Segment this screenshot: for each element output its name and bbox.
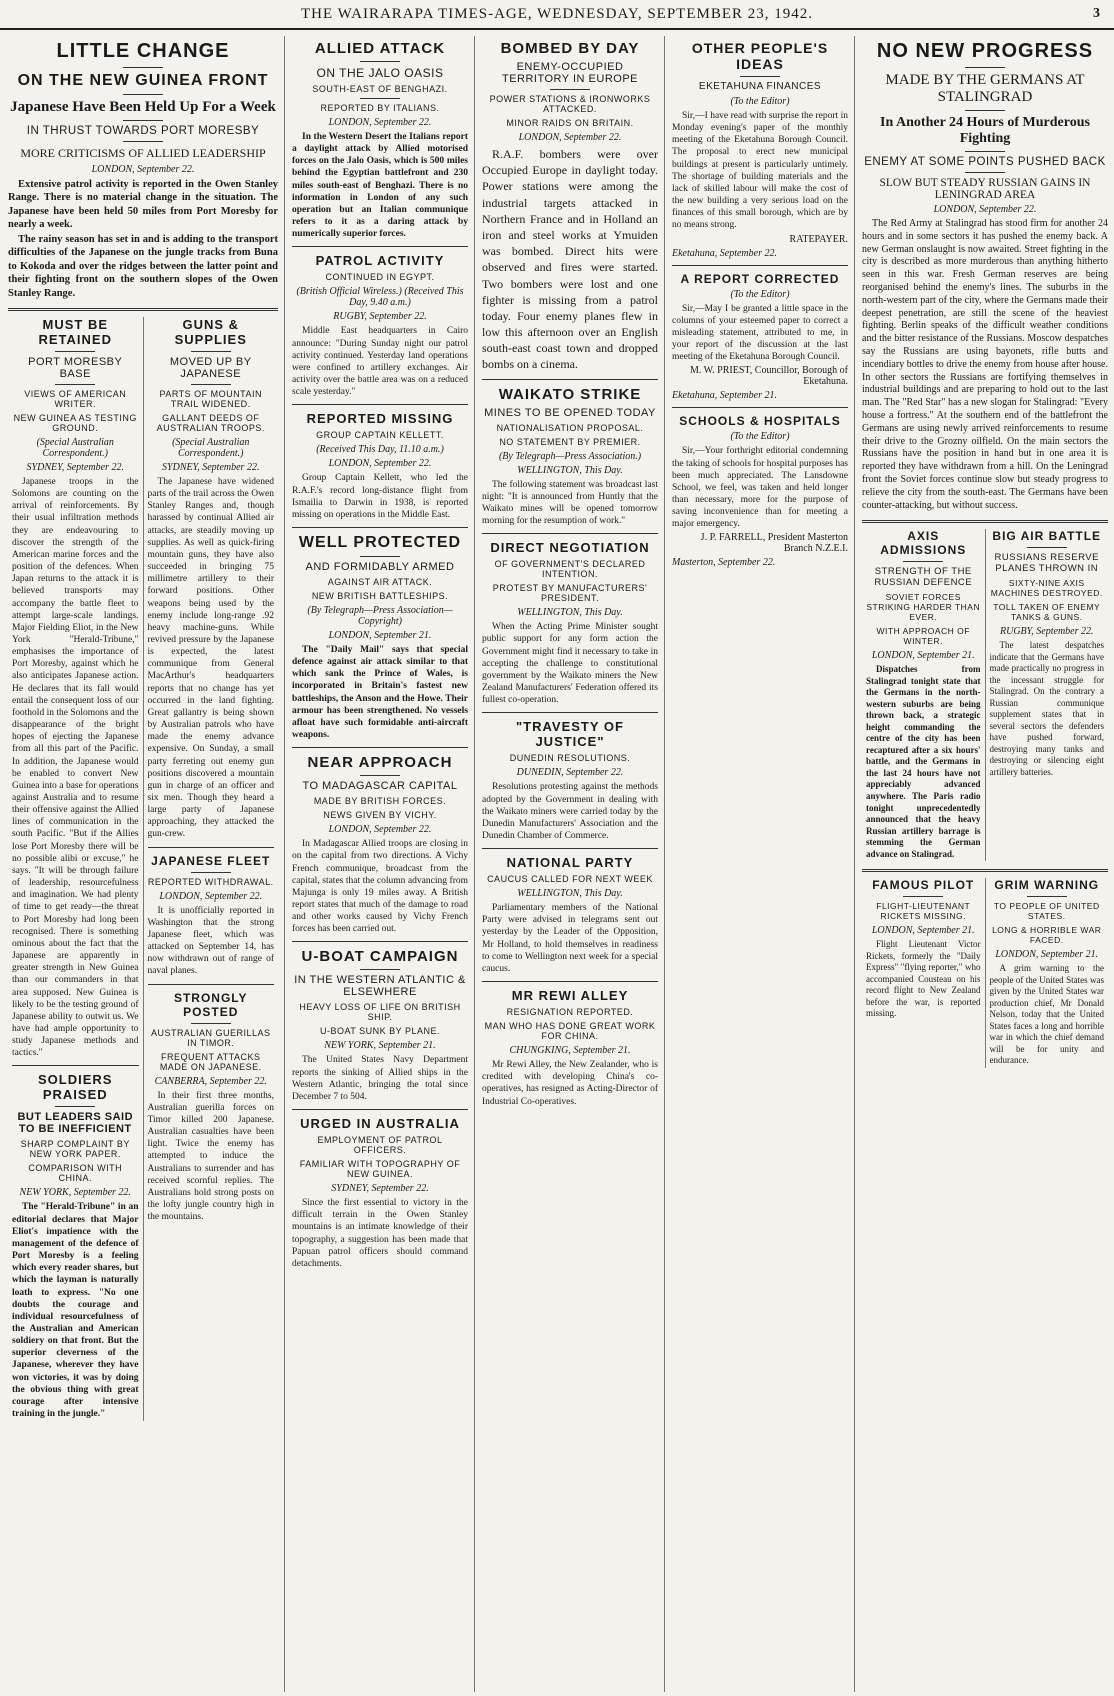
subheadline: IN THRUST TOWARDS PORT MORESBY [26,125,260,137]
editor-note: (To the Editor) [730,431,790,443]
subheadline: SIXTY-NINE AXIS MACHINES DESTROYED. [990,578,1103,599]
column-rule [284,36,285,1692]
article-body: In their first three months, Australian guerilla forces on Timor killed 200 Japanese. Australian casualties have been light. Twice the enemy has attempted to induce the Australians to surrender and has received scornful replies. The Australians hold strong posts on the lofty jungle country high in the mountains. [147,1090,274,1223]
subheadline: NEW BRITISH BATTLESHIPS. [311,590,449,601]
subheadline: WITH APPROACH OF WINTER. [876,626,970,647]
subheadline: SLOW BUT STEADY RUSSIAN GAINS IN LENINGRAD AREA [879,177,1091,201]
column-rule [854,36,855,1692]
dateline: WELLINGTON, This Day. [517,464,623,476]
subheadline: EKETAHUNA FINANCES [698,81,822,92]
headline: SOLDIERS PRAISED [38,1072,113,1103]
dateline: NEW YORK, September 21. [324,1040,436,1052]
dateline: LONDON, September 22. [933,204,1037,215]
headline: U-BOAT CAMPAIGN [301,948,459,966]
headline: SCHOOLS & HOSPITALS [679,414,841,429]
headline: AXIS ADMISSIONS [880,529,967,558]
article-body: The United States Navy Department reports the sinking of Allied ships in the Western Atlantic, bringing the total since December 7 to 504. [292,1055,468,1102]
subheadline: REPORTED WITHDRAWAL. [147,876,274,887]
subheadline: POWER STATIONS & IRONWORKS ATTACKED. [489,94,651,114]
editor-note: (To the Editor) [730,288,790,300]
headline: JAPANESE FLEET [151,853,271,868]
headline: OTHER PEOPLE'S IDEAS [691,40,829,72]
dateline: LONDON, September 21. [871,650,975,662]
dateline: CHUNGKING, September 21. [509,1045,631,1057]
subheadline: CONTINUED IN EGYPT. [325,272,435,283]
headline: MR REWI ALLEY [511,988,629,1004]
dateline: RUGBY, September 22. [999,626,1094,638]
source: (British Official Wireless.) (Received This Day, 9.40 a.m.) [296,286,464,309]
article-body: Since the first essential to victory in the difficult terrain in the Owen Stanley mountains is an intimate knowledge of their topography, a suggestion has been made that Papuan patrol officers should command detachments. [292,1198,468,1269]
subheadline: MAN WHO HAS DONE GREAT WORK FOR CHINA. [484,1021,656,1042]
headline: NATIONAL PARTY [506,855,634,871]
dateline: WELLINGTON, This Day. [517,607,623,619]
dateline: SYDNEY, September 22. [331,1183,429,1195]
headline: NO NEW PROGRESS [876,40,1094,62]
article-body: A grim warning to the people of the United States was given by the United States war production chief, Mr Donald Nelson, today that the United States faces a long and horrible war in which the chief demand will be for unity and endurance. [989,963,1104,1066]
dateline: LONDON, September 22. [518,132,622,143]
headline: WAIKATO STRIKE [498,385,642,403]
subheadline: REPORTED BY ITALIANS. [320,103,440,113]
subheadline: PROTEST BY MANUFACTURERS' PRESIDENT. [492,583,648,604]
article-body: Resolutions protesting against the methods adopted by the Government in dealing with the Waikato miners were carried today by the Dunedin Manufacturers' Association and the Dunedin Chamber of Commerce. [482,782,658,841]
column-bombed-by-day [476,36,664,1692]
subheadline: FREQUENT ATTACKS MADE ON JAPANESE. [159,1051,262,1072]
letter-body: Sir,—Your forthright editorial condemning the taking of schools for hospital purposes has been much appreciated. The Lansdowne School, we feel, was taken and held longer than necessary, more for the purpose of saving inconvenience than for meeting a major emergency. [672,446,848,530]
subheadline: MINOR RAIDS ON BRITAIN. [506,118,634,128]
subheadline: BUT LEADERS SAID TO BE INEFFICIENT [17,1111,134,1136]
headline: DIRECT NEGOTIATION [490,540,650,556]
source: (Special Australian Correspondent.) [172,436,250,459]
subheadline: AND FORMIDABLY ARMED [305,560,455,573]
subheadline: ENEMY AT SOME POINTS PUSHED BACK [864,156,1106,168]
masthead [0,0,1114,30]
subheadline: AUSTRALIAN GUERILLAS IN TIMOR. [150,1027,271,1048]
article-body: Parliamentary members of the National Party were advised in telegrams sent out yesterday by the Leader of the Opposition, Mr Holland, to hold themselves in readiness to come to Wellington next week for a special caucus. [482,903,658,974]
subheadline: Japanese Have Been Held Up For a Week [10,99,276,115]
dateline: SYDNEY, September 22. [26,461,124,473]
dateline: SYDNEY, September 22. [162,461,260,473]
subheadline: AGAINST AIR ATTACK. [327,576,433,587]
subheadline: ON THE NEW GUINEA FRONT [17,72,269,89]
column-no-new-progress [856,36,1114,1692]
column-little-change [2,36,284,1692]
article-axis-admissions [862,529,985,861]
signature: RATEPAYER. [789,233,848,245]
subheadline: MOVED UP BY JAPANESE [169,355,252,380]
headline: NEAR APPROACH [307,754,453,772]
headline: STRONGLY POSTED [173,990,248,1019]
subheadline: ON THE JALO OASIS [316,66,444,80]
subheadline: TO MADAGASCAR CAPITAL [302,780,458,793]
subheadline: MORE CRITICISMS OF ALLIED LEADERSHIP [20,146,266,160]
subheadline: GALLANT DEEDS OF AUSTRALIAN TROOPS. [156,412,265,433]
subheadline: In Another 24 Hours of Murderous Fighting [880,115,1090,146]
sub-columns [862,529,1108,861]
subheadline: MADE BY THE GERMANS AT STALINGRAD [885,72,1085,105]
column-allied-attack [286,36,474,1692]
headline: BIG AIR BATTLE [992,529,1102,544]
subheadline: IN THE WESTERN ATLANTIC & ELSEWHERE [294,974,466,999]
headline: ALLIED ATTACK [314,40,446,57]
newspaper-title: THE WAIRARAPA TIMES-AGE, WEDNESDAY, SEPTEMBER 23, 1942. [301,5,813,22]
article-body: The latest despatches indicate that the Germans have made practically no progress in the incessant struggle for Stalingrad. On the contrary a Russian communique supplement states that in several sectors the defenders have pushed forward, destroying many tanks and destroying or silencing eight artillery batteries. [989,640,1104,777]
subheadline: RUSSIANS RESERVE PLANES THROWN IN [994,552,1099,575]
subheadline: TOLL TAKEN OF ENEMY TANKS & GUNS. [993,602,1101,623]
article-body: Japanese troops in the Solomons are counting on the arrival of reinforcements. By their usual infiltration methods they are endeavouring to discover the strength of the American marine forces and the position of the defences. When Japan returns to the attack it is believed transports may accompany the battle fleet to attempt large-scale landings. Major Fielding Eliot, in the New York "Herald-Tribune," emphasises the importance of Port Moresby, against which he also anticipates Japanese action. He declares that its fall would entail the consequent loss of our foothold in the Solomons and the disappearance of the bright hopes of ejecting the Japanese from all this part of the Pacific. In addition, the Japanese would be enabled to convert New Guinea into a base for operations against Australia and to resume their offensive against the Allied lines of communication in the south Pacific. "But if the Allies lose Port Moresby there will be no possible alibi or excuse," he says. "It will be through failure of leadership, resourcefulness and imagination. We had plenty of time to get ready—the threat to Port Moresby had long been recognised. There is something ominous about the fact that the Japanese are apparently in greater strength in New Guinea than our commanders in that area supposed. New Guinea is likely to be the testing ground of Japanese ability to outwit us. We have had ample opportunity to study Japanese methods and tactics." [12,476,139,1059]
dateline: WELLINGTON, This Day. [517,888,623,900]
subheadline: MINES TO BE OPENED TODAY [484,406,656,419]
subheadline: VIEWS OF AMERICAN WRITER. [24,388,127,409]
headline: BOMBED BY DAY [500,40,640,57]
subheadline: NATIONALISATION PROPOSAL. [496,422,644,433]
article-body: It is unofficially reported in Washington that the strong Japanese fleet, which was attacked on September 14, has now withdrawn out of range of naval planes. [147,905,274,977]
article-body: The "Daily Mail" says that special defence against air attack similar to that which sank the Prince of Wales, is incorporated in Britain's fastest new battleships, the Anson and the Howe. Their armour has been strengthened. No vessels afloat have such formidable anti-aircraft weapons. [292,644,468,741]
letter-body: Sir,—I have read with surprise the report in Monday evening's paper of the monthly meeting of the Eketahuna Borough Council. The proposal to erect new municipal buildings at present is particularly untimely. The shortage of building materials and the lack of skilled labour will make the cost of the new building a very serious load on the finances of this small borough, which are by no means strong. [672,111,848,231]
dateline: Eketahuna, September 21. [672,390,777,402]
subheadline: SOUTH-EAST OF BENGHAZI. [312,84,448,94]
article-body: In the Western Desert the Italians report a daylight attack by Allied motorised forces on the Jalo Oasis, which is 500 miles behind the Egyptian battlefront and 230 miles south-east of Benghazi. There is no information in London of any such operation but an Italian communique refers to it as a daring attack by numerically superior forces. [292,132,468,240]
dateline: LONDON, September 21. [328,629,432,641]
subheadline: NEWS GIVEN BY VICHY. [323,810,437,821]
headline: REPORTED MISSING [306,411,454,427]
subheadline: COMPARISON WITH CHINA. [28,1163,123,1184]
article-body: When the Acting Prime Minister sought public support for any form action the Government might find it necessary to take in accepting the challenge to constitutional government by the Waikato miners the New Zealand Manufacturers' Federation offered its fullest co-operation. [482,622,658,706]
subheadline: LONG & HORRIBLE WAR FACED. [992,925,1102,946]
column-rule [664,36,665,1692]
dateline: Masterton, September 22. [672,557,776,569]
article-body: Dispatches from Stalingrad tonight state that the Germans in the north-western suburbs are being thrown back, a strategic height commanding the centre of the city has been recaptured after a six hours' battle, and the Germans in the last 24 hours have not appreciably advanced anywhere. The Paris radio tonight unprecedentedly announced that the heavy Russian artillery barrage is stemming the German advance on Stalingrad. [866,664,981,859]
headline: GRIM WARNING [994,878,1100,893]
article-lead: Extensive patrol activity is reported in the Owen Stanley Range. There is no material change in the situation. The Japanese have been held 50 miles from Port Moresby for nearly a week. [8,179,278,231]
headline: URGED IN AUSTRALIA [300,1116,460,1132]
dateline: CANBERRA, September 22. [154,1075,267,1087]
article-body: The Red Army at Stalingrad has stood firm for another 24 hours and in some sectors it has pushed the enemy back. A new German onslaught is now awaited. Street fighting in the city is described as more murderous than anything hitherto seen in this war. Fresh German reserves are being reorganised behind the enemy's lines. The suburbs in the north-western part of the city, where the Germans made their deepest penetration, are still the scene of the heaviest fighting. Berlin speaks of the difficult weather conditions and the bitter resistance of the Russians. Moscow despatches say the Russians are using bayonets, rifle butts and incendiary bottles to drive the enemy from house after house. In other sectors the Russians are fortifying themselves in industrial buildings and are preparing to hold out to the last man. The "Red Star" has a new slogan for Stalingrad: "Every house a fortress." At the southern end of the battlefront the Germans are using newly arrived reinforcements to resume their drive to the Grozny oilfield. On the main sectors the Russians have the position in hand but in one area it is reported they have withdrawn from a hill. On the Leningrad front the Soviet forces continue slow but steady progress to relieve the city from the south-east. The Germans have been counter-attacking, but without success. [862,218,1108,511]
article-guns-supplies [143,317,279,1421]
headline: FAMOUS PILOT [872,878,975,893]
article-grim-warning [985,878,1109,1068]
headline: MUST BE RETAINED [38,316,112,347]
article-must-be-retained [8,317,143,1421]
dateline: LONDON, September 22. [328,117,432,128]
article-body: In Madagascar Allied troops are closing in on the capital from two directions. A Vichy French communique, broadcast from the capital, states that the column advancing from Majunga is only 19 miles away. A British report states that much of the damage to road and other works caused by Vichy French forces has been carried out. [292,839,468,935]
source: (By Telegraph—Press Association.) [498,450,642,462]
dateline: RUGBY, September 22. [333,311,427,323]
article-body: The following statement was broadcast last night: "It is announced from Huntly that the Waikato mines will be opened tomorrow morning for the resumption of work." [482,479,658,527]
subheadline: EMPLOYMENT OF PATROL OFFICERS. [317,1135,443,1156]
headline: A REPORT CORRECTED [680,271,840,286]
dateline: LONDON, September 22. [328,824,432,836]
subheadline: U-BOAT SUNK BY PLANE. [319,1026,441,1037]
dateline: DUNEDIN, September 22. [516,767,624,779]
article-body: Flight Lieutenant Victor Rickets, formerly the "Daily Express" "flying reporter," who accompanied Cousteau on his record flight to New Zealand before the war, is reported missing. [866,939,981,1019]
headline: WELL PROTECTED [298,533,462,551]
dateline: LONDON, September 22. [328,458,432,470]
subheadline: GROUP CAPTAIN KELLETT. [316,430,444,441]
headline: GUNS & SUPPLIES [174,316,247,347]
article-body: The "Herald-Tribune" in an editorial declares that Major Eliot's impatience with the management of the defence of Port Moresby is a feeling which every reader shares, but which the layman is naturally loath to express. "No one doubts the courage and individual resourcefulness of the Australian and American soldiery on that front. But the superior cleverness of the Japanese, wherever they have won victories, it was by doing the obvious thing with great courage after intensive training in the jungle." [12,1202,139,1420]
subheadline: ENEMY-OCCUPIED TERRITORY IN EUROPE [501,61,639,85]
source: (By Telegraph—Press Association—Copyright) [307,604,453,627]
dateline: LONDON, September 21. [871,925,975,937]
dateline: Eketahuna, September 22. [672,247,777,259]
subheadline: MADE BY BRITISH FORCES. [313,796,447,807]
subheadline: CAUCUS CALLED FOR NEXT WEEK [487,874,653,885]
subheadline: PORT MORESBY BASE [28,355,123,380]
column-other-peoples-ideas [666,36,854,1692]
sub-columns [862,878,1108,1068]
dateline: LONDON, September 21. [995,949,1099,961]
article-body: Mr Rewi Alley, the New Zealander, who is credited with developing China's co-operatives, has resigned as Acting-Director of Industrial Co-operatives. [482,1060,658,1107]
subheadline: FLIGHT-LIEUTENANT RICKETS MISSING. [876,901,971,922]
subheadline: STRENGTH OF THE RUSSIAN DEFENCE [874,566,973,589]
headline: LITTLE CHANGE [56,40,230,62]
subheadline: PARTS OF MOUNTAIN TRAIL WIDENED. [159,388,262,409]
article-body: R.A.F. bombers were over Occupied Europe in daylight today. Power stations were among the industrial targets attacked in Northern France and in Holland an iron and steel works at Ymuiden was bombed. Direct hits were observed and fires were started. Two bombers were lost and one fighter is missing from a patrol today. Four enemy planes flew in low this afternoon over an English south-east coast town and dropped bombs on a cinema. [482,147,658,372]
dateline: LONDON, September 22. [91,164,195,175]
headline: "TRAVESTY OF JUSTICE" [516,719,624,750]
signature: M. W. PRIEST, Councillor, Borough of Eketahuna. [689,365,848,388]
subheadline: NO STATEMENT BY PREMIER. [499,436,641,447]
subheadline: SHARP COMPLAINT BY NEW YORK PAPER. [20,1139,130,1160]
column-rule [474,36,475,1692]
editor-note: (To the Editor) [730,96,790,107]
letter-body: Sir,—May I be granted a little space in the columns of your esteemed paper to correct a misleading statement, attributed to me, in your report of the discussion at the last meeting of the Eketahuna Borough Council. [672,303,848,363]
article-famous-pilot [862,878,985,1068]
article-big-air-battle [985,529,1109,861]
source: (Received This Day, 11.10 a.m.) [316,444,444,456]
subheadline: RESIGNATION REPORTED. [506,1007,634,1018]
article-body: The Japanese have widened parts of the trail across the Owen Stanley Ranges and, though harassed by continual Allied air attacks, are steadily moving up supplies. As well as quick-firing mountain guns, they have also succeeded in bringing 75 millimetre artillery to their forward positions. Other weapons being used by the enemy include long-range .92 heavy machine-guns. While revived pressure by the Japanese is expected, the latest communique from General MacArthur's headquarters reports that no change has yet occurred in the land fighting. Great gallantry is being shown by Australian patrols who have made the enemy advance expensive. On Sunday, a small party ferreting out enemy gun positions discovered a mountain gun in charge of an officer and six men. Though they heard a large party of Japanese approaching, they attacked the gun-crew. [147,476,274,840]
article-body: Group Captain Kellett, who led the R.A.F.'s record long-distance flight from Ismailia to Darwin in 1938, is reported missing on operations in the Middle East. [292,473,468,520]
subheadline: DUNEDIN RESOLUTIONS. [509,753,631,764]
subheadline: NEW GUINEA AS TESTING GROUND. [13,412,137,433]
subheadline: HEAVY LOSS OF LIFE ON BRITISH SHIP. [299,1002,461,1023]
subheadline: TO PEOPLE OF UNITED STATES. [993,901,1100,922]
source: (Special Australian Correspondent.) [36,436,114,459]
subheadline: OF GOVERNMENT'S DECLARED INTENTION. [494,559,646,580]
headline: PATROL ACTIVITY [315,253,445,269]
signature: J. P. FARRELL, President Masterton Branch N.Z.E.I. [700,532,848,555]
dateline: NEW YORK, September 22. [19,1187,131,1199]
article-body: The rainy season has set in and is adding to the transport difficulties of the Japanese on the jungle tracks from Buna to Kokoda and over the ridges between the latter point and their fighting front on the southern slopes of the Owen Stanley Range. [8,233,278,299]
subheadline: FAMILIAR WITH TOPOGRAPHY OF NEW GUINEA. [299,1159,461,1180]
page-number: 3 [1093,6,1100,21]
dateline: LONDON, September 22. [159,890,263,902]
sub-columns [8,317,278,1421]
subheadline: SOVIET FORCES STRIKING HARDER THAN EVER. [866,592,981,623]
article-body: Middle East headquarters in Cairo announce: "During Sunday night our patrol activity continued. Yesterday land operations were confined to artillery exchanges. Air activity over the battle area was on a reduced scale yesterday." [292,326,468,398]
